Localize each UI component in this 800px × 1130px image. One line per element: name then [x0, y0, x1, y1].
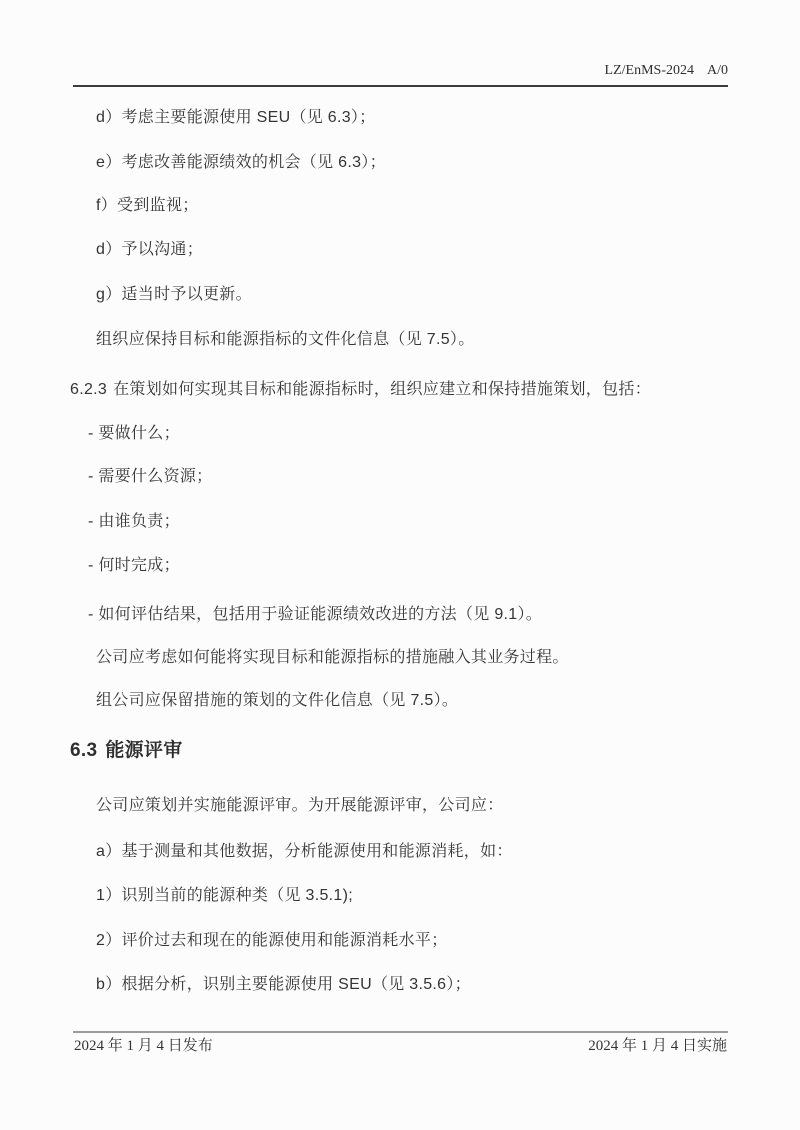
list-item-1: 1）识别当前的能源种类（见 3.5.1); [96, 887, 354, 904]
dash-item-evaluate: - 如何评估结果，包括用于验证能源绩效改进的方法（见 9.1）。 [88, 606, 543, 623]
section-heading-6-3 [70, 739, 183, 763]
dash-item-who: - 由谁负责； [88, 513, 180, 530]
list-item-e: e）考虑改善能源绩效的机会（见 6.3）； [96, 154, 386, 171]
clause-text: 在策划如何实现其目标和能源指标时，组织应建立和保持措施策划，包括： [113, 381, 651, 398]
footer-rule [73, 1031, 728, 1033]
document-revision: A/0 [707, 63, 728, 78]
list-item-a: a）基于测量和其他数据，分析能源使用和能源消耗，如： [96, 843, 513, 860]
dash-item-what: - 要做什么； [88, 425, 180, 442]
list-item-f: f）受到监视； [96, 197, 199, 214]
section-title: 能源评审 [105, 740, 183, 761]
list-item-d: d）考虑主要能源使用 SEU（见 6.3）； [96, 109, 376, 126]
paragraph-energy-review-intro: 公司应策划并实施能源评审。为开展能源评审，公司应： [96, 797, 504, 814]
footer-release-date: 2024 年 1 月 4 日发布 [74, 1038, 213, 1054]
paragraph-retain-documented-info: 组织应保持目标和能源指标的文件化信息（见 7.5）。 [96, 331, 475, 348]
dash-item-when: - 何时完成； [88, 557, 180, 574]
list-item-g: g）适当时予以更新。 [96, 286, 252, 303]
dash-item-resources: - 需要什么资源； [88, 468, 213, 485]
page-header [605, 62, 728, 80]
document-code: LZ/EnMS-2024 [604, 63, 694, 78]
paragraph-retain-plan: 组公司应保留措施的策划的文件化信息（见 7.5）。 [96, 692, 459, 709]
header-rule [73, 85, 728, 87]
list-item-b: b）根据分析，识别主要能源使用 SEU（见 3.5.6）； [96, 976, 471, 993]
paragraph-integration: 公司应考虑如何能将实现目标和能源指标的措施融入其业务过程。 [96, 649, 569, 666]
list-item-d2: d）予以沟通； [96, 241, 203, 258]
footer-implement-date: 2024 年 1 月 4 日实施 [588, 1038, 727, 1054]
clause-number: 6.2.3 [70, 381, 108, 398]
clause-6-2-3 [70, 380, 651, 400]
list-item-2: 2）评价过去和现在的能源使用和能源消耗水平； [96, 932, 448, 949]
section-number: 6.3 [70, 740, 98, 761]
